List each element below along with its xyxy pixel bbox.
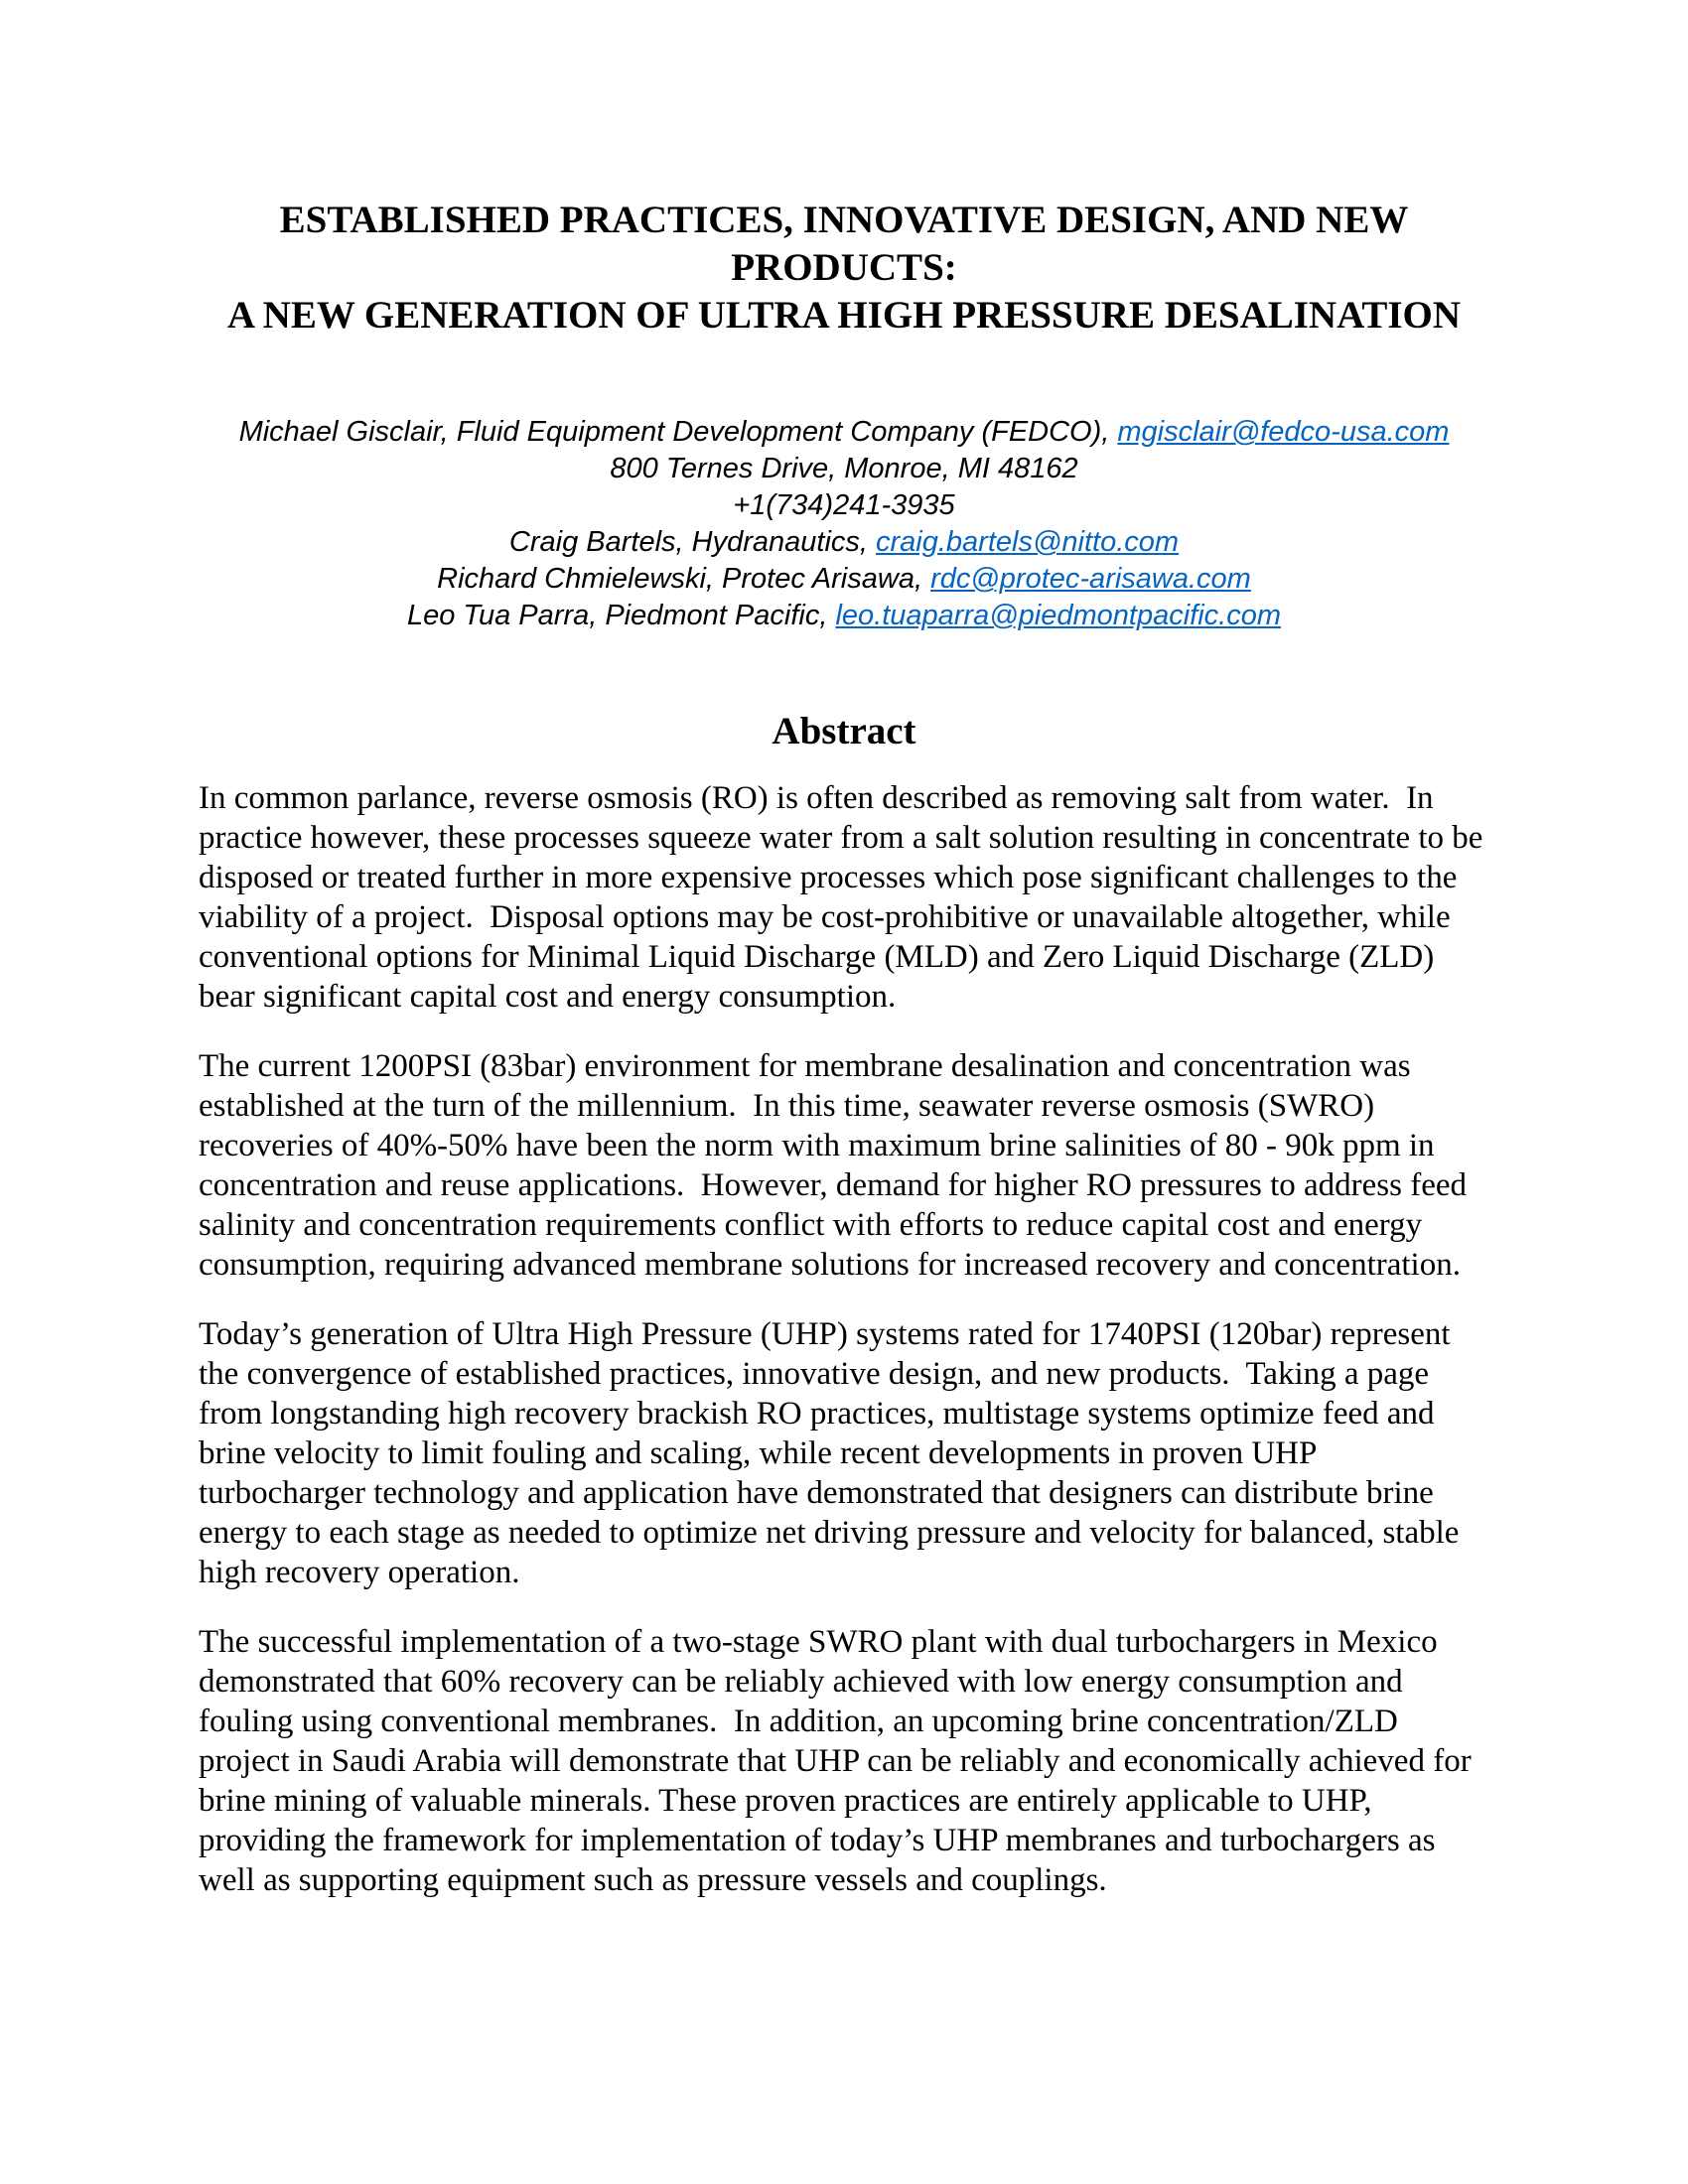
author-1-name-affiliation: Michael Gisclair, Fluid Equipment Development Company (FEDCO), [238,416,1118,448]
page-content [0,197,1688,1900]
title-line-3: A NEW GENERATION OF ULTRA HIGH PRESSURE DESALINATION [226,294,1462,337]
author-4-email-link[interactable]: leo.tuaparra@piedmontpacific.com [835,600,1281,631]
author-3-name-affiliation: Richard Chmielewski, Protec Arisawa, [437,563,931,595]
author-2-name-affiliation: Craig Bartels, Hydranautics, [508,526,877,558]
author-line-4 [199,598,1489,634]
abstract-paragraph-4: The successful implementation of a two-stage SWRO plant with dual turbochargers in Mexico demonstrated that 60% recovery can be reliably achieved with low energy consumption and fouling using conventional membranes. In addition, an upcoming brine concentration/ZLD project in Saudi Arabia will demonstrate that UHP can be reliably and economically achieved for brine mining of valuable minerals. These proven practices are entirely applicable to UHP, providing the framework for implementation of today’s UHP membranes and turbochargers as well as supporting equipment such as pressure vessels and couplings. [199,1624,1479,1898]
author-3-email-link[interactable]: rdc@protec-arisawa.com [930,563,1251,595]
abstract-paragraph-1: In common parlance, reverse osmosis (RO) is often described as removing salt from water. In practice however, these processes squeeze water from a salt solution resulting in concentrate to be disposed or treated further in more expensive processes which pose significant challenges to the viability of a project. Disposal options may be cost-prohibitive or unavailable altogether, while conventional options for Minimal Liquid Discharge (MLD) and Zero Liquid Discharge (ZLD) bear significant capital cost and energy consumption. [199,780,1491,1015]
author-line-2 [199,524,1489,561]
author-phone-line [199,487,1489,524]
abstract-body [199,778,1489,1900]
abstract-paragraph-3: Today’s generation of Ultra High Pressure (UHP) systems rated for 1740PSI (120bar) represent the convergence of established practices, innovative design, and new products. Taking a page from longstanding high recovery brackish RO practices, multistage systems optimize feed and brine velocity to limit fouling and scaling, while recent developments in proven UHP turbocharger technology and application have demonstrated that designers can distribute brine energy to each stage as needed to optimize net driving pressure and velocity for balanced, stable high recovery operation. [199,1316,1468,1590]
author-line-3 [199,561,1489,598]
title-line-2: PRODUCTS: [731,246,957,289]
abstract-heading: Abstract [772,710,916,752]
title-line-1: ESTABLISHED PRACTICES, INNOVATIVE DESIGN, AND NEW [279,199,1409,241]
author-4-name-affiliation: Leo Tua Parra, Piedmont Pacific, [406,600,836,631]
author-1-address: 800 Ternes Drive, Monroe, MI 48162 [610,453,1078,484]
author-1-email-link[interactable]: mgisclair@fedco-usa.com [1117,416,1450,448]
paper-title [199,197,1489,340]
abstract-paragraph-2: The current 1200PSI (83bar) environment for membrane desalination and concentration was established at the turn of the millennium. In this time, seawater reverse osmosis (SWRO) recoveries of 40%-50% have been the norm with maximum brine salinities of 80 - 90k ppm in concentration and reuse applications. However, demand for higher RO pressures to address feed salinity and concentration requirements conflict with efforts to reduce capital cost and energy consumption, requiring advanced membrane solutions for increased recovery and concentration. [199,1048,1476,1283]
author-line-1 [199,414,1489,451]
author-1-phone: +1(734)241-3935 [733,489,955,521]
authors-block [199,414,1489,634]
author-2-email-link[interactable]: craig.bartels@nitto.com [876,526,1180,558]
author-address-line [199,451,1489,487]
